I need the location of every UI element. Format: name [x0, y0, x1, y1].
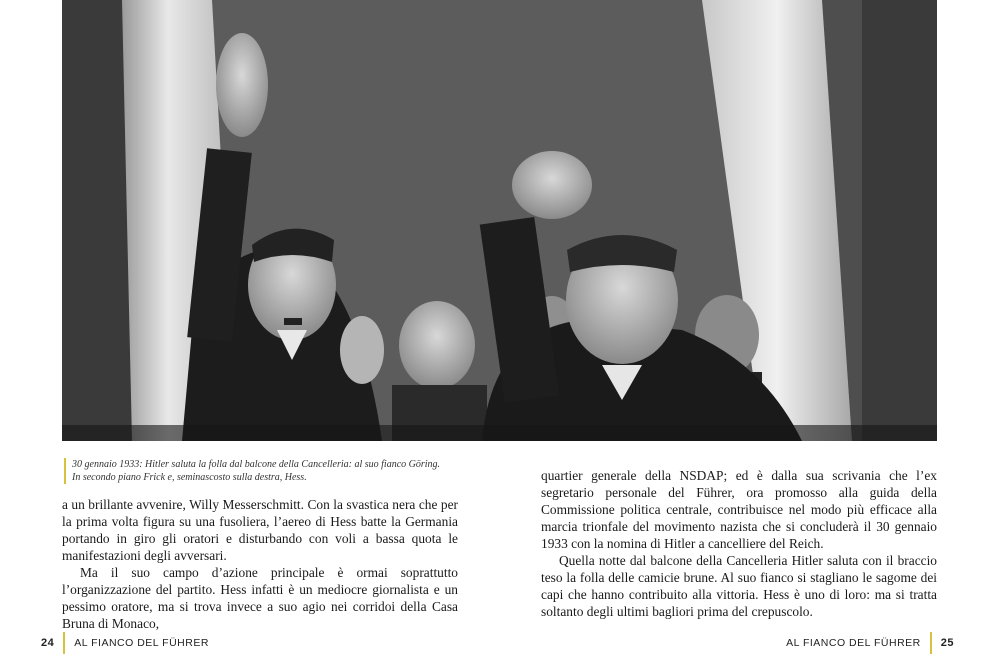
left-column: [62, 496, 458, 632]
right-running-title: AL FIANCO DEL FÜHRER: [786, 637, 921, 649]
caption-line-1: 30 gennaio 1933: Hitler saluta la folla dal balcone della Cancelleria: al suo fianco Göring.: [72, 459, 441, 470]
footer-divider-left: [63, 632, 65, 654]
footer-divider-right: [930, 632, 932, 654]
right-paragraph-1: quartier generale della NSDAP; ed è dalla sua scrivania che l’ex segretario personale del Führer, ora promosso alla guida della Commissione politica centrale, contribuisce nel modo più efficace alla marcia trionfale del movimento nazista che si concluderà il 30 gennaio 1933 con la nomina di Hitler a cancelliere del Reich.: [541, 468, 937, 551]
caption-line-2: In secondo piano Frick e, seminascosto sulla destra, Hess.: [72, 472, 307, 483]
balcony-scene-illustration: [62, 0, 937, 441]
left-page-number: 24: [41, 637, 55, 649]
right-page-number: 25: [940, 637, 954, 649]
left-paragraph-2: Ma il suo campo d’azione principale è ormai soprattutto l’organizzazione del partito. Hess infatti è un mediocre giornalista e un pessimo oratore, ma si trova invece a suo agio nei corridoi della Casa Bruna di Monaco,: [62, 565, 458, 631]
left-paragraph-1: a un brillante avvenire, Willy Messerschmitt. Con la svastica nera che per la prima volta figura su una fusoliera, l’aereo di Hess batte la Germania portando in giro gli oratori e disturbando con voli a bassa quota le manifestazioni degli avversari.: [62, 497, 458, 563]
historical-photo: [62, 0, 937, 441]
right-paragraph-2: Quella notte dal balcone della Cancelleria Hitler saluta con il braccio teso la folla delle camicie brune. Al suo fianco si stagliano le sagome dei capi che hanno contribuito alla vittoria. Hess è uno di loro: ma si tratta soltanto degli ultimi bagliori prima del crepuscolo.: [541, 553, 937, 619]
right-page-footer: [786, 633, 954, 653]
left-page-footer: [41, 633, 209, 653]
photo-caption: [64, 458, 492, 484]
right-column: [541, 467, 937, 620]
left-running-title: AL FIANCO DEL FÜHRER: [74, 637, 209, 649]
